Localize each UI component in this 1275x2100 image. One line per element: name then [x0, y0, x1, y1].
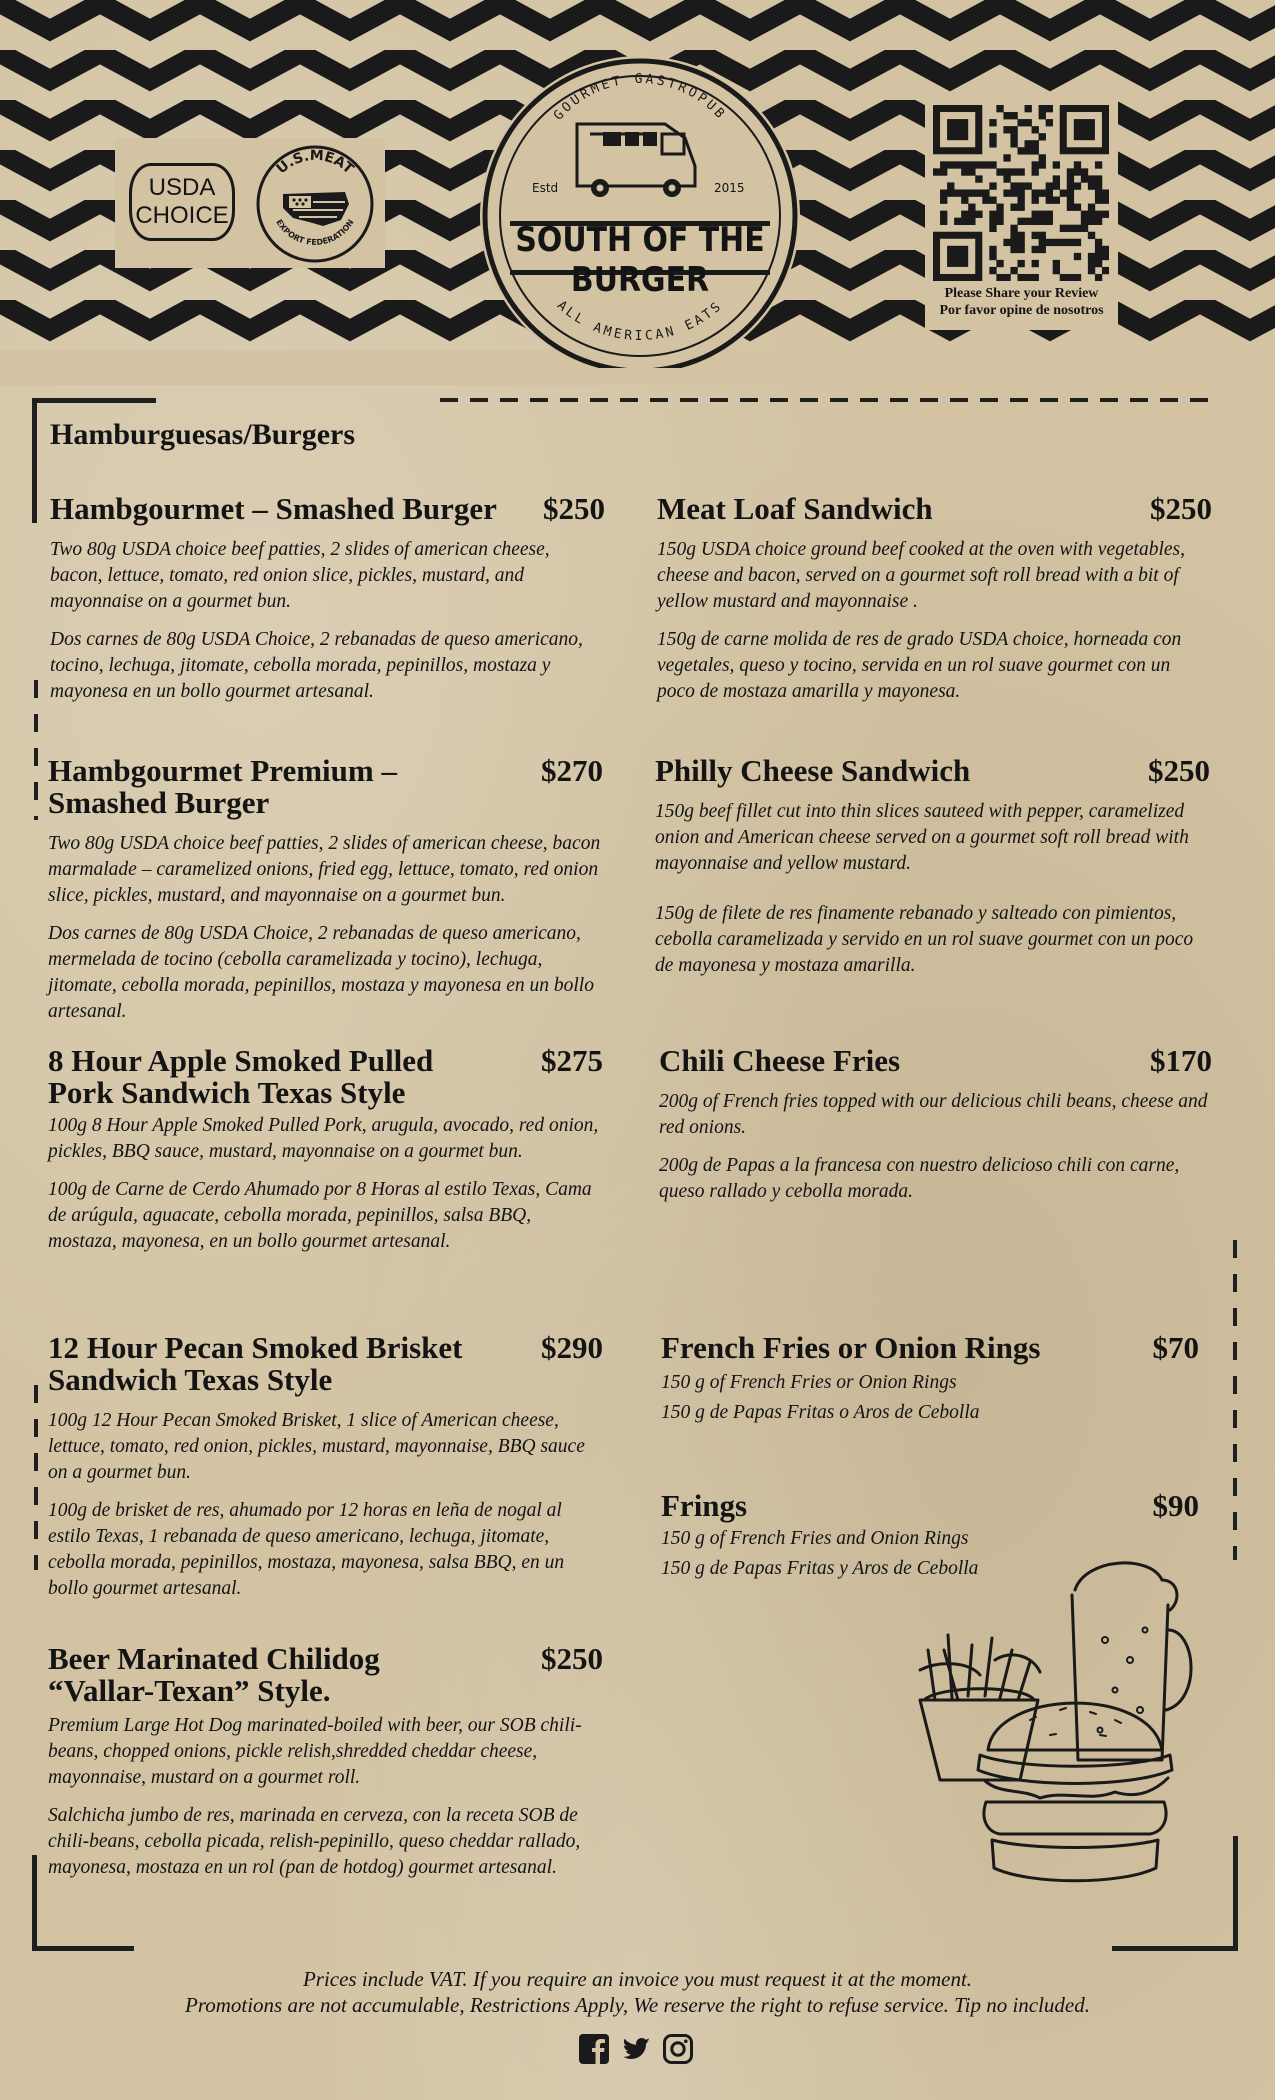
- item-name: Philly Cheese Sandwich: [655, 753, 971, 788]
- item-desc-en: 200g of French fries topped with our delicious chili beans, cheese and red onions.: [659, 1091, 1208, 1138]
- certification-badges: [115, 138, 385, 268]
- review-qr[interactable]: [925, 95, 1118, 330]
- logo-top-arc-text: GOURMET GASTROPUB: [551, 72, 729, 124]
- header-banner: [0, 0, 1275, 385]
- choice-text: CHOICE: [135, 202, 229, 229]
- item-desc-es: 150g de filete de res finamente rebanado y salteado con pimientos, cebolla caramelizada y servido en un rol suave gourmet con un poco de mayonesa y mostaza amarilla.: [655, 903, 1194, 976]
- instagram-icon[interactable]: [662, 2033, 694, 2065]
- item-price: $170: [1150, 1043, 1212, 1078]
- footer-notes: [0, 1966, 1275, 2018]
- item-price: $70: [1152, 1330, 1199, 1365]
- restaurant-logo: [440, 38, 840, 368]
- svg-text:U.S.MEAT: [274, 148, 357, 178]
- menu-item-brisket: [48, 1332, 603, 1602]
- item-desc-es: Salchicha jumbo de res, marinada en cerveza, con la receta SOB de chili-beans, cebolla picada, relish-pepinillo, queso cheddar rallado, mayonesa, mostaza en un rol (pan de hotdog) gourmet artesanal.: [48, 1805, 581, 1878]
- logo-name: SOUTH OF THE BURGER: [515, 220, 765, 300]
- frame-corner-br-v: [1233, 1836, 1238, 1951]
- item-desc-en: Two 80g USDA choice beef patties, 2 slides of american cheese, bacon, lettuce, tomato, red onion slice, pickles, mustard, and mayonnaise on a gourmet bun.: [50, 539, 550, 612]
- item-desc-en: 150 g of French Fries and Onion Rings: [661, 1528, 969, 1549]
- item-name: Frings: [661, 1488, 748, 1523]
- item-desc-en: Two 80g USDA choice beef patties, 2 slides of american cheese, bacon marmalade – caramelized onions, fried egg, lettuce, tomato, red onion slice, pickles, mustard, and mayonnaise on a gourmet bun.: [48, 833, 601, 906]
- frame-left-dashes-1: [34, 680, 38, 820]
- item-name: Meat Loaf Sandwich: [657, 491, 933, 526]
- item-desc-es: Dos carnes de 80g USDA Choice, 2 rebanadas de queso americano, mermelada de tocino (cebolla caramelizada y tocino), lechuga, jitomate, cebolla morada, pepinillos, mostaza y mayonesa en un bollo artesanal.: [48, 923, 594, 1022]
- item-name-line1: Hambgourmet Premium –: [48, 753, 397, 788]
- item-desc-en: Premium Large Hot Dog marinated-boiled with beer, our SOB chili-beans, chopped onions, pickle relish,shredded cheddar cheese, mayonnaise, mustard on a gourmet roll.: [48, 1715, 582, 1788]
- item-name-line1: Beer Marinated Chilidog: [48, 1641, 380, 1676]
- item-price: $90: [1152, 1488, 1199, 1523]
- item-desc-en: 100g 12 Hour Pecan Smoked Brisket, 1 slice of American cheese, lettuce, tomato, red onion, pickles, mustard, mayonnaise, BBQ sauce on a gourmet bun.: [48, 1410, 585, 1483]
- item-name-line2: Pork Sandwich Texas Style: [48, 1075, 406, 1110]
- item-desc-es: 150g de carne molida de res de grado USDA choice, horneada con vegetales, queso y tocino, servida en un rol suave gourmet con un poco de mostaza amarilla y mayonesa.: [657, 629, 1182, 702]
- menu-item-chilidog: [48, 1643, 603, 1881]
- meat-seal-bottom-text: EXPORT FEDERATION: [274, 217, 356, 247]
- menu-item-philly-cheese: [655, 755, 1210, 979]
- menu-item-hambgourmet: [50, 493, 605, 705]
- frame-corner-br-h: [1112, 1946, 1238, 1951]
- item-name: Hambgourmet – Smashed Burger: [50, 491, 497, 526]
- item-desc-es: 200g de Papas a la francesa con nuestro delicioso chili con carne, queso rallado y cebolla morada.: [659, 1155, 1180, 1202]
- us-meat-export-seal-icon: [253, 142, 377, 266]
- social-links: [578, 2033, 694, 2065]
- item-desc-es: 100g de Carne de Cerdo Ahumado por 8 Horas al estilo Texas, Cama de arúgula, aguacate, cebolla morada, pepinillos, salsa BBQ, mostaza, mayonesa, en un bollo gourmet artesanal.: [48, 1179, 592, 1252]
- qr-caption-en: Please Share your Review: [944, 286, 1099, 301]
- menu-item-pulled-pork: [48, 1045, 603, 1255]
- item-price: $250: [543, 491, 605, 526]
- item-name-line1: 12 Hour Pecan Smoked Brisket: [48, 1330, 463, 1365]
- item-desc-es: 150 g de Papas Fritas o Aros de Cebolla: [661, 1402, 980, 1423]
- logo-bottom-arc-text: ALL AMERICAN EATS: [553, 298, 727, 344]
- item-desc-es: 100g de brisket de res, ahumado por 12 horas en leña de nogal al estilo Texas, 1 rebanada de queso americano, lechuga, jitomate, cebolla morada, pepinillos, mostaza, mayonesa, salsa BBQ, en un bollo gourmet artesanal.: [48, 1500, 565, 1599]
- qr-caption-es: Por favor opine de nosotros: [939, 303, 1104, 318]
- item-name-line2: “Vallar-Texan” Style.: [48, 1673, 331, 1708]
- item-desc-en: 150 g of French Fries or Onion Rings: [661, 1372, 957, 1393]
- menu-item-hambgourmet-premium: [48, 755, 603, 1025]
- item-price: $290: [541, 1330, 603, 1365]
- frame-top-dashes: [440, 398, 1220, 402]
- frame-corner-tl-v: [32, 398, 37, 523]
- footer-line-vat: Prices include VAT. If you require an invoice you must request it at the moment.: [302, 1967, 973, 1991]
- item-desc-es: Dos carnes de 80g USDA Choice, 2 rebanadas de queso americano, tocino, lechuga, jitomate, cebolla morada, pepinillos, mostaza y mayonesa en un bollo gourmet artesanal.: [50, 629, 583, 702]
- frame-corner-bl-h: [32, 1946, 134, 1951]
- frame-corner-bl-v: [32, 1855, 37, 1951]
- item-name: French Fries or Onion Rings: [661, 1330, 1041, 1365]
- food-truck-logo-icon: [440, 38, 840, 368]
- item-desc-en: 150g USDA choice ground beef cooked at the oven with vegetables, cheese and bacon, served on a gourmet soft roll bread with a bit of yellow mustard and mayonnaise .: [657, 539, 1185, 612]
- item-name-line2: Sandwich Texas Style: [48, 1362, 333, 1397]
- menu-item-fries-or-rings: [661, 1332, 1199, 1426]
- item-price: $250: [541, 1641, 603, 1676]
- usda-choice-badge: [129, 163, 235, 241]
- item-price: $275: [541, 1043, 603, 1078]
- frame-corner-tl-h: [32, 398, 156, 403]
- item-name-line2: Smashed Burger: [48, 785, 270, 820]
- section-title: Hamburguesas/Burgers: [50, 418, 356, 451]
- frame-left-dashes-2: [34, 1385, 38, 1570]
- item-desc-en: 150g beef fillet cut into thin slices sauteed with pepper, caramelized onion and American cheese served on a gourmet soft roll bread with mayonnaise and yellow mustard.: [655, 801, 1189, 874]
- logo-year: 2015: [714, 181, 745, 195]
- item-price: $270: [541, 753, 603, 788]
- item-price: $250: [1150, 491, 1212, 526]
- item-price: $250: [1148, 753, 1210, 788]
- logo-estd: Estd: [532, 181, 559, 195]
- footer-line-policy: Promotions are not accumulable, Restrictions Apply, We reserve the right to refuse service. Tip no included.: [185, 1993, 1090, 2017]
- item-desc-es: 150 g de Papas Fritas y Aros de Cebolla: [661, 1558, 979, 1579]
- item-name-line1: 8 Hour Apple Smoked Pulled: [48, 1043, 434, 1078]
- item-name: Chili Cheese Fries: [659, 1043, 901, 1078]
- twitter-icon[interactable]: [620, 2033, 652, 2065]
- facebook-icon[interactable]: [578, 2033, 610, 2065]
- frame-right-dashes: [1233, 1240, 1237, 1560]
- meat-seal-top-text: U.S.MEAT: [273, 147, 357, 178]
- menu-item-meat-loaf: [657, 493, 1212, 705]
- menu-item-chili-cheese-fries: [659, 1045, 1212, 1205]
- usda-text: USDA: [148, 174, 216, 201]
- burger-fries-beer-illustration-icon: [900, 1550, 1220, 1910]
- qr-code-icon[interactable]: [933, 105, 1109, 281]
- item-desc-en: 100g 8 Hour Apple Smoked Pulled Pork, arugula, avocado, red onion, pickles, BBQ sauce, mustard, mayonnaise on a gourmet bun.: [48, 1115, 599, 1162]
- qr-caption: [925, 285, 1118, 319]
